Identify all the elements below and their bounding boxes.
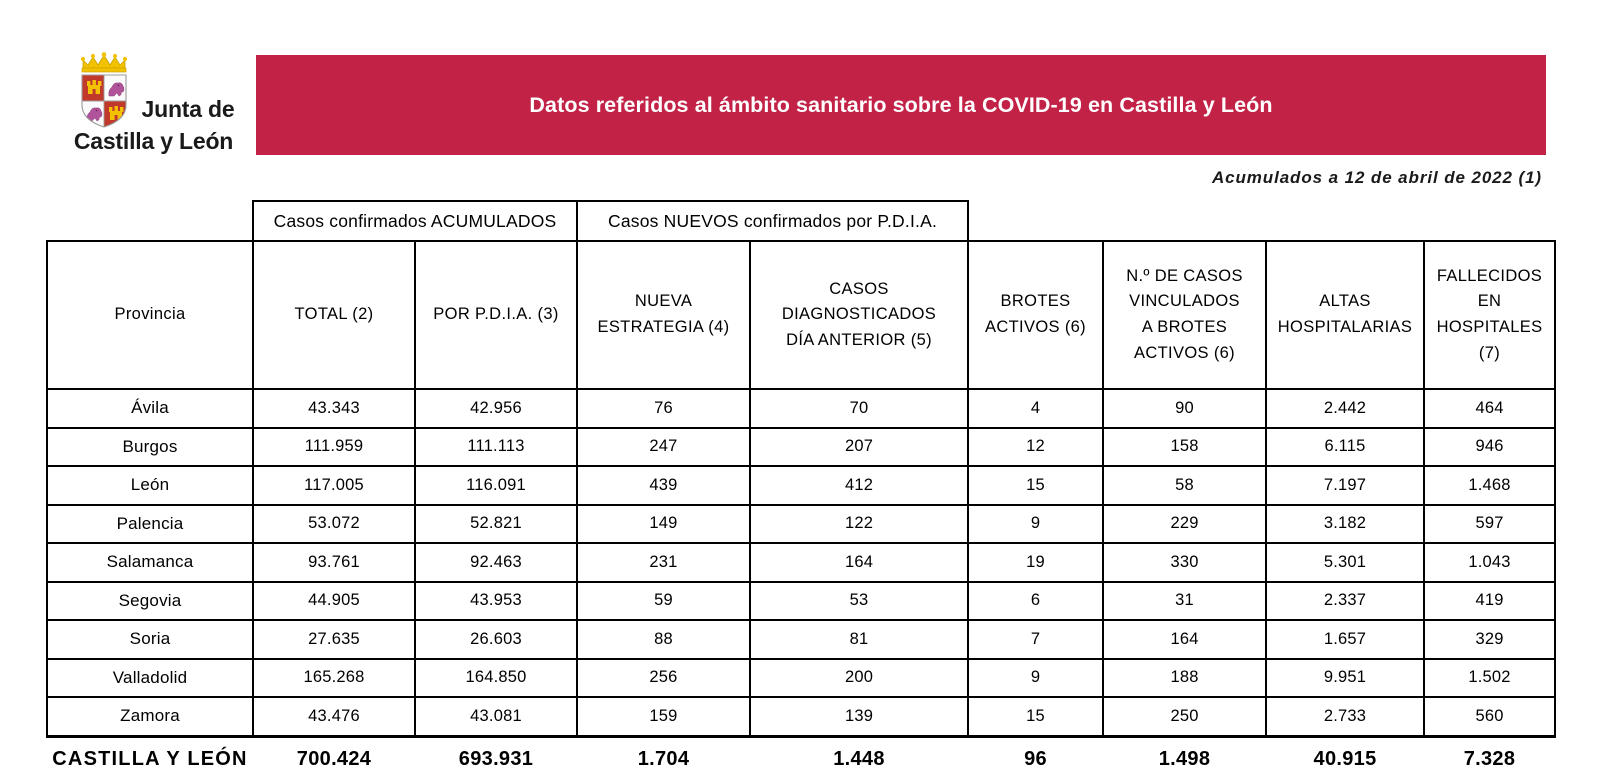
cell-diagnosticados: 412 (750, 466, 968, 505)
cell-provincia: Palencia (47, 505, 253, 544)
cell-por-pdia: 116.091 (415, 466, 577, 505)
cell-brotes-activos: 15 (968, 697, 1103, 736)
cell-nueva-estrategia: 88 (577, 620, 750, 659)
cell-nueva-estrategia: 247 (577, 428, 750, 467)
coat-of-arms-icon (73, 52, 135, 128)
table-head (47, 201, 1555, 389)
column-header-altas (1266, 241, 1424, 389)
column-header-brotes-line2: ACTIVOS (6) (985, 318, 1087, 336)
cell-nueva-estrategia: 439 (577, 466, 750, 505)
column-header-altas-line1: ALTAS (1319, 292, 1371, 311)
page-header (0, 0, 1600, 187)
cell-diagnosticados: 53 (750, 582, 968, 621)
table-total-row (47, 736, 1555, 782)
table-row (47, 697, 1555, 736)
column-header-diagnosticados-line1: CASOS (829, 279, 889, 298)
column-header-vinculados-line4: ACTIVOS (6) (1134, 343, 1236, 362)
column-header-fallecidos-line4: (7) (1478, 343, 1501, 362)
table-row (47, 428, 1555, 467)
cell-vinculados: 58 (1103, 466, 1266, 505)
total-cell-fallecidos: 7.328 (1424, 736, 1555, 782)
table-row (47, 620, 1555, 659)
cell-diagnosticados: 207 (750, 428, 968, 467)
cell-vinculados: 330 (1103, 543, 1266, 582)
cell-brotes-activos: 6 (968, 582, 1103, 621)
cell-total: 44.905 (253, 582, 415, 621)
cell-vinculados: 158 (1103, 428, 1266, 467)
table-row (47, 389, 1555, 428)
cell-por-pdia: 92.463 (415, 543, 577, 582)
cell-brotes-activos: 9 (968, 659, 1103, 698)
column-header-provincia: Provincia (47, 241, 253, 389)
cell-total: 111.959 (253, 428, 415, 467)
cell-altas: 3.182 (1266, 505, 1424, 544)
table-body (47, 389, 1555, 736)
cell-vinculados: 31 (1103, 582, 1266, 621)
cell-por-pdia: 43.081 (415, 697, 577, 736)
cell-nueva-estrategia: 59 (577, 582, 750, 621)
table-row (47, 466, 1555, 505)
cell-vinculados: 164 (1103, 620, 1266, 659)
column-header-diagnosticados-line3: DÍA ANTERIOR (5) (786, 330, 932, 349)
total-cell-diagnosticados: 1.448 (750, 736, 968, 782)
cell-fallecidos: 1.468 (1424, 466, 1555, 505)
cell-provincia: Ávila (47, 389, 253, 428)
cell-total: 117.005 (253, 466, 415, 505)
cell-total: 27.635 (253, 620, 415, 659)
cell-diagnosticados: 70 (750, 389, 968, 428)
cell-por-pdia: 43.953 (415, 582, 577, 621)
total-cell-nueva-estrategia: 1.704 (577, 736, 750, 782)
cell-provincia: Soria (47, 620, 253, 659)
cell-vinculados: 188 (1103, 659, 1266, 698)
cell-vinculados: 229 (1103, 505, 1266, 544)
cell-por-pdia: 26.603 (415, 620, 577, 659)
column-header-altas-line2: HOSPITALARIAS (1277, 318, 1413, 336)
column-header-nueva-estrategia-line1: NUEVA (634, 292, 693, 311)
column-header-fallecidos (1424, 241, 1555, 389)
cell-brotes-activos: 19 (968, 543, 1103, 582)
cell-total: 93.761 (253, 543, 415, 582)
column-header-por-pdia: POR P.D.I.A. (3) (415, 241, 577, 389)
cell-diagnosticados: 200 (750, 659, 968, 698)
table-foot (47, 736, 1555, 782)
total-cell-vinculados: 1.498 (1103, 736, 1266, 782)
column-header-diagnosticados (750, 241, 968, 389)
group-header-spacer-altas (1266, 201, 1424, 241)
cell-fallecidos: 1.502 (1424, 659, 1555, 698)
cell-total: 43.476 (253, 697, 415, 736)
logo-line-2: Castilla y León (73, 128, 234, 154)
group-header-spacer-brotes (968, 201, 1103, 241)
column-header-nueva-estrategia-line2: ESTRATEGIA (4) (597, 318, 730, 336)
cell-brotes-activos: 9 (968, 505, 1103, 544)
column-header-total: TOTAL (2) (253, 241, 415, 389)
logo-line-1: Junta de (141, 96, 235, 123)
cell-brotes-activos: 15 (968, 466, 1103, 505)
cell-provincia: Segovia (47, 582, 253, 621)
column-header-fallecidos-line1: FALLECIDOS (1436, 266, 1543, 285)
cell-provincia: Valladolid (47, 659, 253, 698)
cell-nueva-estrategia: 231 (577, 543, 750, 582)
cell-diagnosticados: 164 (750, 543, 968, 582)
cell-altas: 9.951 (1266, 659, 1424, 698)
cell-nueva-estrategia: 149 (577, 505, 750, 544)
cell-provincia: Burgos (47, 428, 253, 467)
title-banner (256, 55, 1546, 155)
cell-altas: 2.442 (1266, 389, 1424, 428)
junta-logo (46, 52, 261, 155)
column-header-diagnosticados-line2: DIAGNOSTICADOS (781, 305, 937, 324)
cell-diagnosticados: 139 (750, 697, 968, 736)
cell-vinculados: 90 (1103, 389, 1266, 428)
column-header-vinculados-line3: A BROTES (1141, 318, 1228, 336)
column-header-brotes-activos (968, 241, 1103, 389)
cell-altas: 7.197 (1266, 466, 1424, 505)
covid-data-table (46, 200, 1556, 782)
cell-total: 165.268 (253, 659, 415, 698)
cell-por-pdia: 111.113 (415, 428, 577, 467)
cell-total: 43.343 (253, 389, 415, 428)
group-header-acumulados: Casos confirmados ACUMULADOS (253, 201, 577, 241)
cell-fallecidos: 419 (1424, 582, 1555, 621)
cell-nueva-estrategia: 159 (577, 697, 750, 736)
total-cell-altas: 40.915 (1266, 736, 1424, 782)
cell-brotes-activos: 4 (968, 389, 1103, 428)
cell-fallecidos: 560 (1424, 697, 1555, 736)
cell-provincia: Zamora (47, 697, 253, 736)
cell-provincia: Salamanca (47, 543, 253, 582)
cell-altas: 2.733 (1266, 697, 1424, 736)
cell-por-pdia: 52.821 (415, 505, 577, 544)
cell-por-pdia: 42.956 (415, 389, 577, 428)
cell-total: 53.072 (253, 505, 415, 544)
cell-altas: 1.657 (1266, 620, 1424, 659)
accumulated-note: Acumulados a 12 de abril de 2022 (1) (1211, 168, 1542, 187)
cell-por-pdia: 164.850 (415, 659, 577, 698)
group-header-spacer-vinculados (1103, 201, 1266, 241)
table-row (47, 505, 1555, 544)
table-row (47, 582, 1555, 621)
group-header-nuevos: Casos NUEVOS confirmados por P.D.I.A. (577, 201, 968, 241)
column-header-vinculados-line2: VINCULADOS (1129, 292, 1240, 311)
cell-fallecidos: 464 (1424, 389, 1555, 428)
cell-fallecidos: 1.043 (1424, 543, 1555, 582)
covid-data-table-wrapper (46, 200, 1554, 782)
cell-altas: 5.301 (1266, 543, 1424, 582)
total-cell-total: 700.424 (253, 736, 415, 782)
table-row (47, 659, 1555, 698)
cell-altas: 6.115 (1266, 428, 1424, 467)
total-cell-brotes-activos: 96 (968, 736, 1103, 782)
cell-brotes-activos: 12 (968, 428, 1103, 467)
cell-brotes-activos: 7 (968, 620, 1103, 659)
column-header-nueva-estrategia (577, 241, 750, 389)
column-header-fallecidos-line3: HOSPITALES (1436, 318, 1543, 336)
group-header-empty (47, 201, 253, 241)
cell-fallecidos: 329 (1424, 620, 1555, 659)
banner-title: Datos referidos al ámbito sanitario sobre la COVID-19 en Castilla y León (529, 92, 1273, 117)
table-row (47, 543, 1555, 582)
cell-fallecidos: 946 (1424, 428, 1555, 467)
cell-vinculados: 250 (1103, 697, 1266, 736)
group-header-spacer-fallecidos (1424, 201, 1555, 241)
cell-nueva-estrategia: 76 (577, 389, 750, 428)
total-cell-por-pdia: 693.931 (415, 736, 577, 782)
group-header-row (47, 201, 1555, 241)
column-header-vinculados-line1: N.º DE CASOS (1126, 266, 1243, 285)
cell-altas: 2.337 (1266, 582, 1424, 621)
cell-diagnosticados: 81 (750, 620, 968, 659)
cell-provincia: León (47, 466, 253, 505)
cell-fallecidos: 597 (1424, 505, 1555, 544)
column-header-vinculados (1103, 241, 1266, 389)
cell-diagnosticados: 122 (750, 505, 968, 544)
cell-nueva-estrategia: 256 (577, 659, 750, 698)
column-header-brotes-line1: BROTES (1000, 292, 1071, 311)
column-header-row (47, 241, 1555, 389)
column-header-fallecidos-line2: EN (1477, 292, 1502, 311)
total-row-label: CASTILLA Y LEÓN (47, 736, 253, 782)
